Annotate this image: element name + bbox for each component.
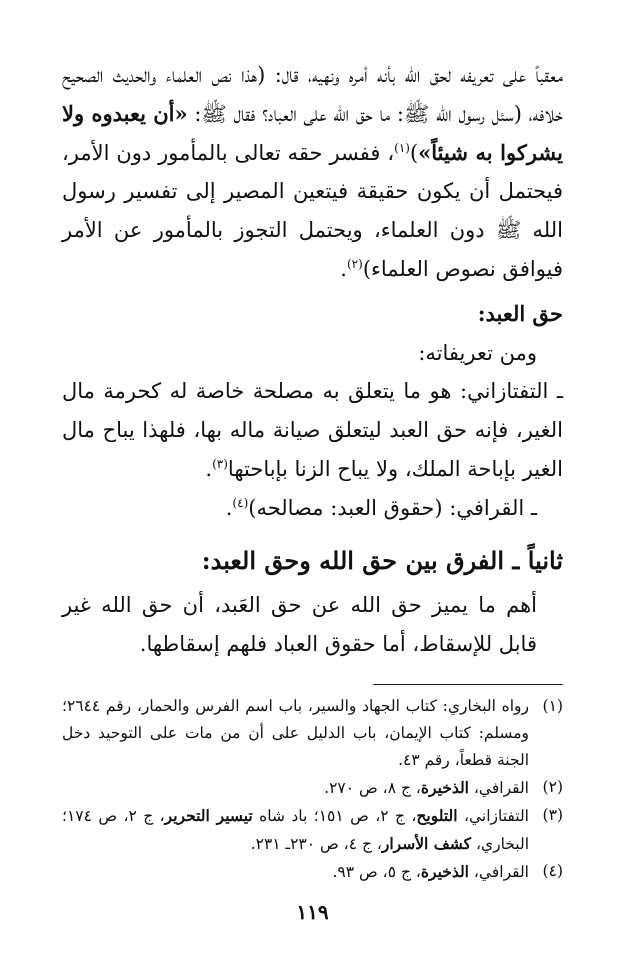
footnote-citation-3: ، ج ٤، ص ٢٣٠ـ ٢٣١. <box>250 835 382 853</box>
paragraph-1-text-cont: ، ففسر حقه تعالى بالمأمور دون الأمر، فيحتمل أن يكون حقيقة فيتعين المصير إلى تفسير رسول الله ﷺ دون العلماء، ويحتمل التجوز بالمأمور عن الأمر فيوافق نصوص العلماء) <box>62 140 563 281</box>
footnote-text: رواه البخاري: كتاب الجهاد والسير، باب اسم الفرس والحمار، رقم ٢٦٤٤؛ ومسلم: كتاب الإيمان، باب الدليل على أن من مات على التوحيد دخل الجنة قطعاً، رقم ٤٣. <box>62 697 529 769</box>
paragraph-1 <box>62 56 563 289</box>
footnote-author: التفتازاني، <box>457 807 529 825</box>
footnote-ref-1: (١) <box>394 140 410 155</box>
definition-1-end: . <box>205 456 213 481</box>
footnote-author: القرافي، <box>469 863 529 881</box>
footnote-text <box>62 802 529 858</box>
paragraph-3: أهم ما يميز حق الله عن حق العَبد، أن حق الله غير قابل للإسقاط، أما حقوق العباد فلهم إسقاطها. <box>62 593 538 657</box>
definitions-intro: ومن تعريفاته: <box>418 340 537 365</box>
definition-taftazani <box>62 372 563 488</box>
footnote-number: (٤) <box>542 862 563 880</box>
page-number: ١١٩ <box>296 900 329 924</box>
footnote-text <box>62 774 529 802</box>
definition-2-end: . <box>225 495 233 520</box>
footnote-author: القرافي، <box>469 779 529 797</box>
footnote-number: (١) <box>542 697 563 715</box>
paragraph-1-end: . <box>340 256 347 281</box>
footnote-citation: ، ج ٨، ص ٢٧٠. <box>324 779 421 797</box>
footnote-book-title: الذخيرة <box>420 862 469 881</box>
footnotes <box>62 693 563 886</box>
footnote-4 <box>62 858 563 886</box>
footnote-number: (٢) <box>542 778 563 796</box>
footnote-citation: ، ج ٥، ص ٩٣. <box>332 863 421 881</box>
footnote-divider <box>373 684 563 685</box>
paragraph-1-text: معقباً على تعريفه لحق الله بأنه أمره ونهيه، قال: (هذا نص العلماء والحديث الصحيح خلافه، (سئل رسول الله ﷺ: ما حق الله على العباد؟ فقال ﷺ: <box>62 63 563 126</box>
definition-qarafi <box>62 489 563 528</box>
footnote-book-title-3: كشف الأسرار <box>381 834 472 853</box>
section-heading-1: حق العبد: <box>477 300 563 326</box>
section-heading-2: ثانياً ـ الفرق بين حق الله وحق العبد: <box>201 545 563 575</box>
footnote-ref-4: (٤) <box>232 495 249 510</box>
footnote-citation: ، ج ٢، ص ١٥١؛ باد شاه <box>252 807 417 825</box>
definition-2-text: ـ القرافي: (حقوق العبد: مصالحه) <box>248 495 537 520</box>
footnote-3 <box>62 802 563 858</box>
footnote-text <box>62 858 529 886</box>
definition-1-text: ـ التفتازاني: هو ما يتعلق به مصلحة خاصة له كحرمة مال الغير، فإنه حق العبد ليتعلق صيانة ماله بها، فلهذا يباح مال الغير بإباحة الملك، ولا يباح الزنا بإباحتها <box>62 379 563 481</box>
footnote-book-title: الذخيرة <box>420 778 469 797</box>
footnote-ref-3: (٣) <box>212 456 228 471</box>
footnote-book-title-2: تيسير التحرير <box>164 806 253 825</box>
footnote-1 <box>62 693 563 774</box>
footnote-2 <box>62 774 563 802</box>
paragraph-1-close: ) <box>409 140 419 165</box>
footnote-citation-2: ، ج ٢، ص ١٧٤؛ البخاري، <box>62 807 529 853</box>
footnote-ref-2: (٢) <box>346 256 363 271</box>
hadith-quote: «أن يعبدوه ولا يشركوا به شيئاً» <box>62 100 563 165</box>
footnote-number: (٣) <box>542 806 563 824</box>
main-text <box>62 56 563 664</box>
footnote-book-title: التلويح <box>416 806 458 825</box>
